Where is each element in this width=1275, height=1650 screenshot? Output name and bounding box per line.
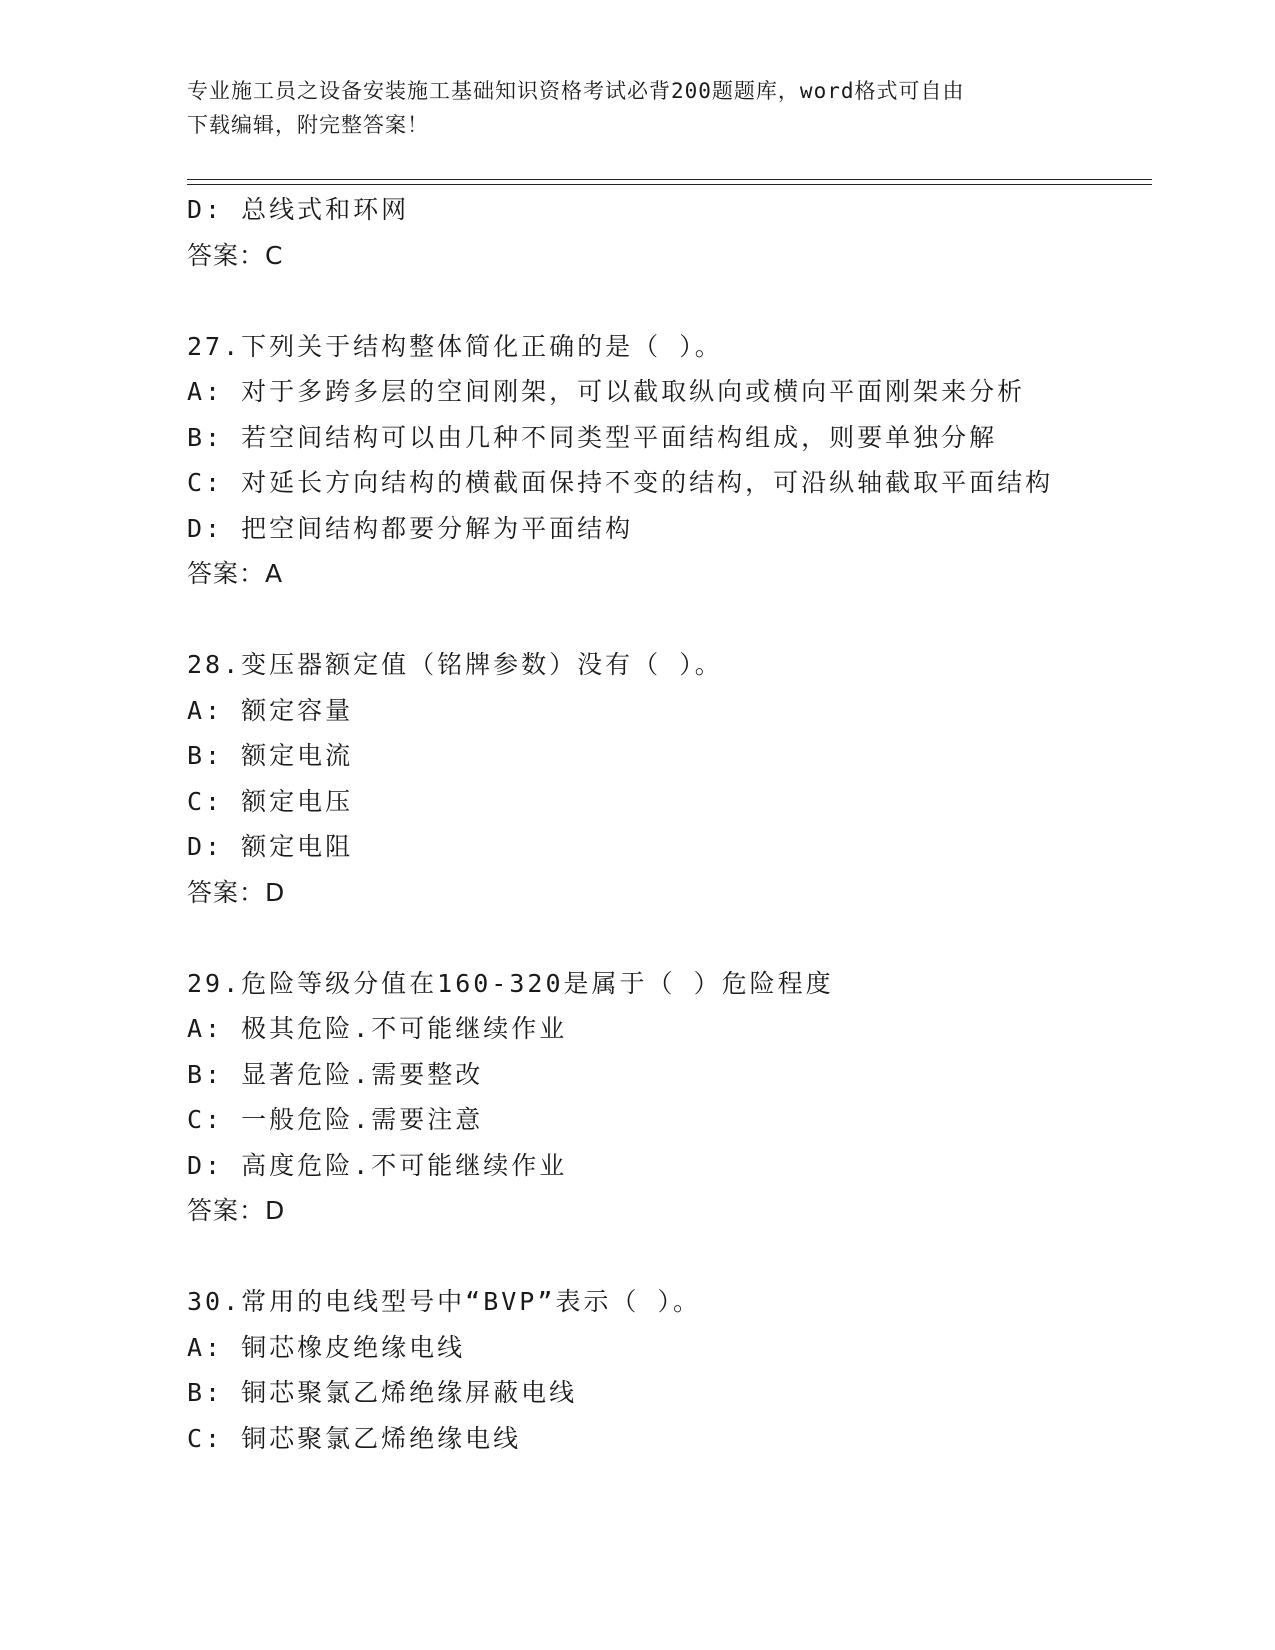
option-c: C: 对延长方向结构的横截面保持不变的结构，可沿纵轴截取平面结构 <box>187 468 1054 497</box>
question-stem: 28.变压器额定值（铭牌参数）没有（ ）。 <box>187 650 723 679</box>
question-27 <box>187 324 1147 597</box>
header-divider-bottom <box>187 184 1152 185</box>
option-b: B: 若空间结构可以由几种不同类型平面结构组成，则要单独分解 <box>187 422 998 452</box>
question-28 <box>187 642 1147 915</box>
option-b: B: 显著危险.需要整改 <box>187 1059 484 1089</box>
question-stem: 29.危险等级分值在160-320是属于（ ）危险程度 <box>187 968 834 998</box>
header-line-1: 专业施工员之设备安装施工基础知识资格考试必背200题题库，word格式可自由 <box>187 79 965 103</box>
spacer <box>187 278 1147 324</box>
answer: 答案：D <box>187 1196 286 1225</box>
option-c: C: 铜芯聚氯乙烯绝缘电线 <box>187 1423 522 1453</box>
option-b: B: 额定电流 <box>187 741 354 770</box>
option-d: D: 额定电阻 <box>187 832 354 861</box>
answer: 答案：A <box>187 559 284 588</box>
question-stem: 30.常用的电线型号中“BVP”表示（ ）。 <box>187 1287 701 1316</box>
answer: 答案：C <box>187 240 284 270</box>
option-c: C: 一般危险.需要注意 <box>187 1105 484 1134</box>
question-29 <box>187 961 1147 1234</box>
option-c: C: 额定电压 <box>187 786 354 816</box>
spacer <box>187 597 1147 643</box>
option-a: A: 额定容量 <box>187 695 354 725</box>
spacer <box>187 915 1147 961</box>
question-list <box>187 187 1147 1461</box>
question-stem: 27.下列关于结构整体简化正确的是（ ）。 <box>187 331 723 361</box>
option-a: A: 极其危险.不可能继续作业 <box>187 1014 568 1043</box>
option-d: D: 高度危险.不可能继续作业 <box>187 1150 568 1180</box>
header-line-2: 下载编辑，附完整答案！ <box>187 113 429 137</box>
header-divider-top <box>187 179 1152 180</box>
option-d: D: 总线式和环网 <box>187 195 410 224</box>
option-a: A: 对于多跨多层的空间刚架，可以截取纵向或横向平面刚架来分析 <box>187 377 1026 406</box>
option-b: B: 铜芯聚氯乙烯绝缘屏蔽电线 <box>187 1378 578 1407</box>
document-header <box>187 74 1067 142</box>
answer: 答案：D <box>187 877 286 907</box>
option-a: A: 铜芯橡皮绝缘电线 <box>187 1332 466 1362</box>
question-30 <box>187 1279 1147 1461</box>
option-d: D: 把空间结构都要分解为平面结构 <box>187 513 634 543</box>
spacer <box>187 1234 1147 1280</box>
